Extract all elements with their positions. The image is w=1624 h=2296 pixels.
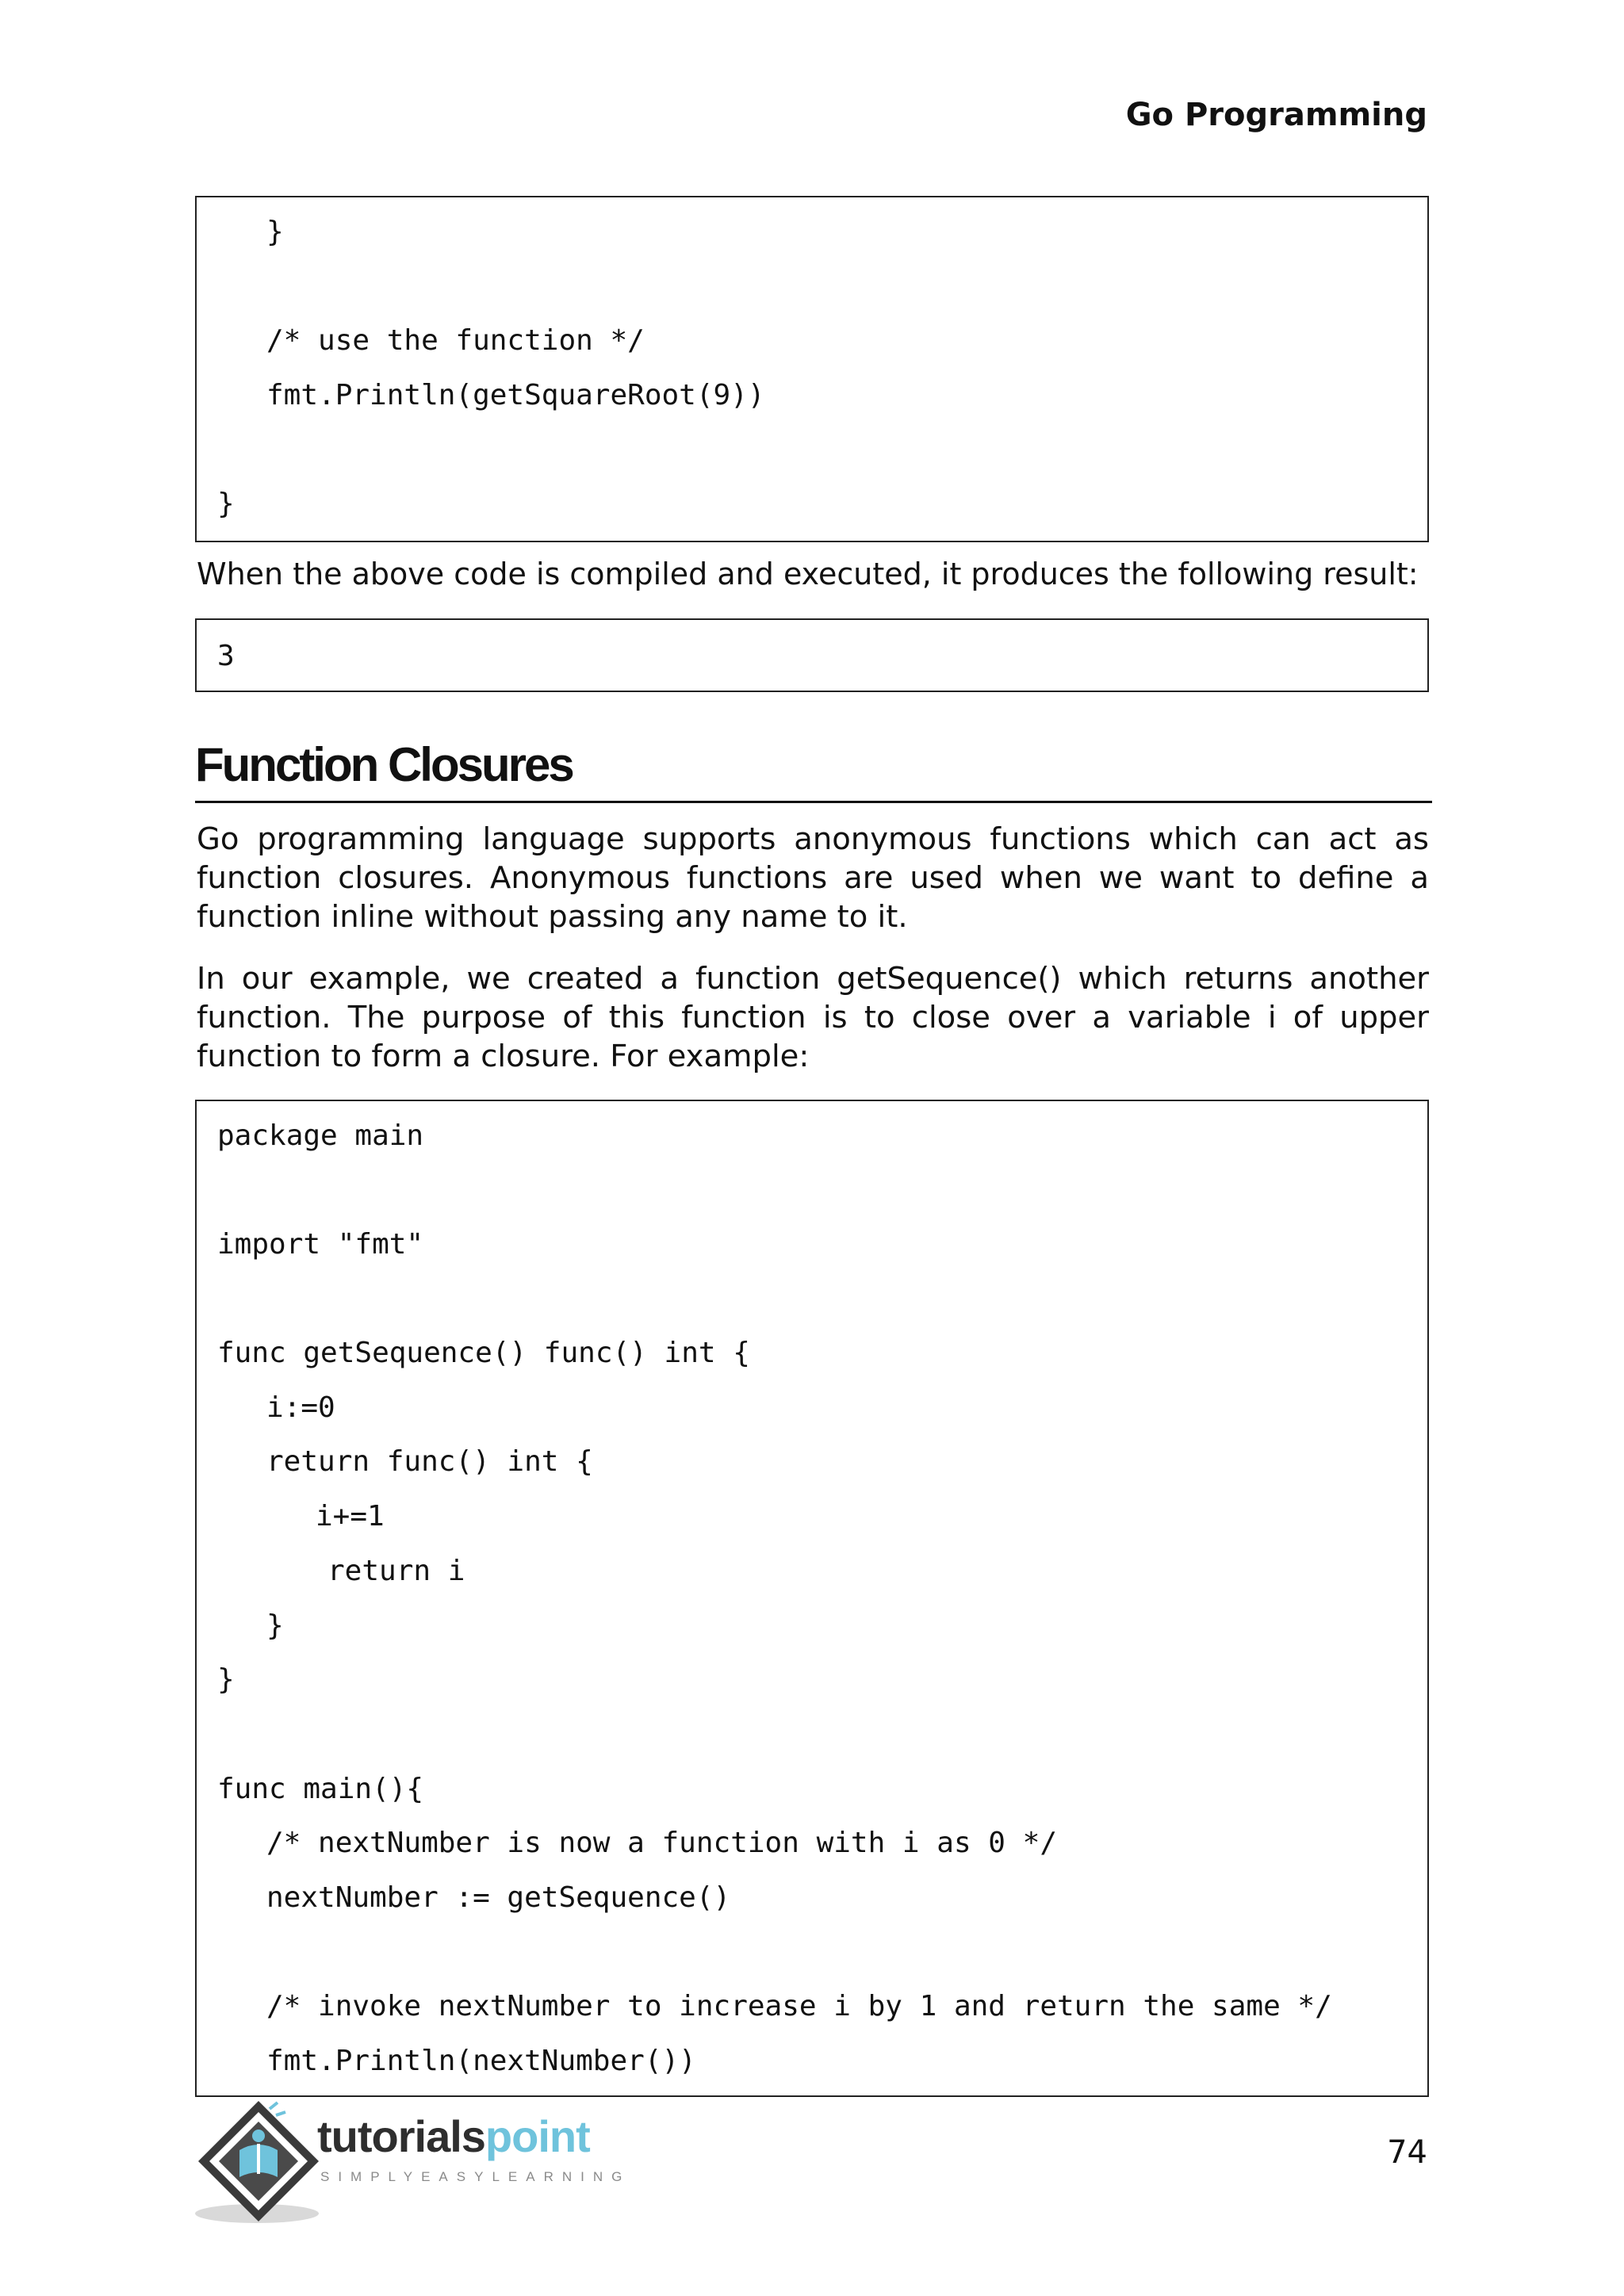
code-line: nextNumber := getSequence() <box>266 1881 731 1914</box>
page-number: 74 <box>1387 2134 1427 2171</box>
code-block <box>195 1100 1429 2097</box>
code-block <box>195 196 1429 542</box>
code-line: /* nextNumber is now a function with i as 0 */ <box>266 1827 1057 1859</box>
output-block <box>195 618 1429 692</box>
logo-wordmark <box>317 2110 590 2162</box>
logo-word-tutorials: tutorials <box>317 2111 485 2161</box>
paragraph: Go programming language supports anonymous functions which can act as function closures. Anonymous functions are used when we want to define a function inline without passing any name to it. <box>197 821 1429 935</box>
logo-tagline: SIMPLYEASYLEARNING <box>320 2169 631 2184</box>
logo-diamond-icon <box>193 2095 328 2229</box>
code-line: i+=1 <box>316 1500 385 1533</box>
result-intro-text: When the above code is compiled and executed, it produces the following result: <box>197 557 1419 591</box>
code-line: return i <box>327 1555 465 1587</box>
code-line: /* use the function */ <box>266 324 645 357</box>
tutorialspoint-logo <box>193 2095 638 2229</box>
logo-word-point: point <box>485 2111 590 2161</box>
code-line: } <box>217 1663 235 1696</box>
code-line: } <box>266 216 284 248</box>
code-line: fmt.Println(getSquareRoot(9)) <box>266 379 765 411</box>
section-heading: Function Closures <box>195 738 573 791</box>
code-line: return func() int { <box>266 1445 593 1478</box>
code-line: /* invoke nextNumber to increase i by 1 and return the same */ <box>266 1990 1332 2022</box>
code-line: func getSequence() func() int { <box>217 1337 750 1369</box>
code-line: import "fmt" <box>217 1228 424 1261</box>
paragraph: In our example, we created a function getSequence() which returns another function. The purpose of this function is to close over a variable i of upper function to form a closure. For example: <box>197 961 1429 1074</box>
code-line: i:=0 <box>266 1391 335 1424</box>
output-line: 3 <box>217 640 235 672</box>
code-line: func main(){ <box>217 1773 424 1805</box>
code-line: package main <box>217 1119 424 1152</box>
code-line: } <box>217 488 235 520</box>
heading-divider <box>195 801 1432 803</box>
code-line: fmt.Println(nextNumber()) <box>266 2045 696 2077</box>
code-line: } <box>266 1609 284 1642</box>
page-header-title: Go Programming <box>1125 97 1427 133</box>
